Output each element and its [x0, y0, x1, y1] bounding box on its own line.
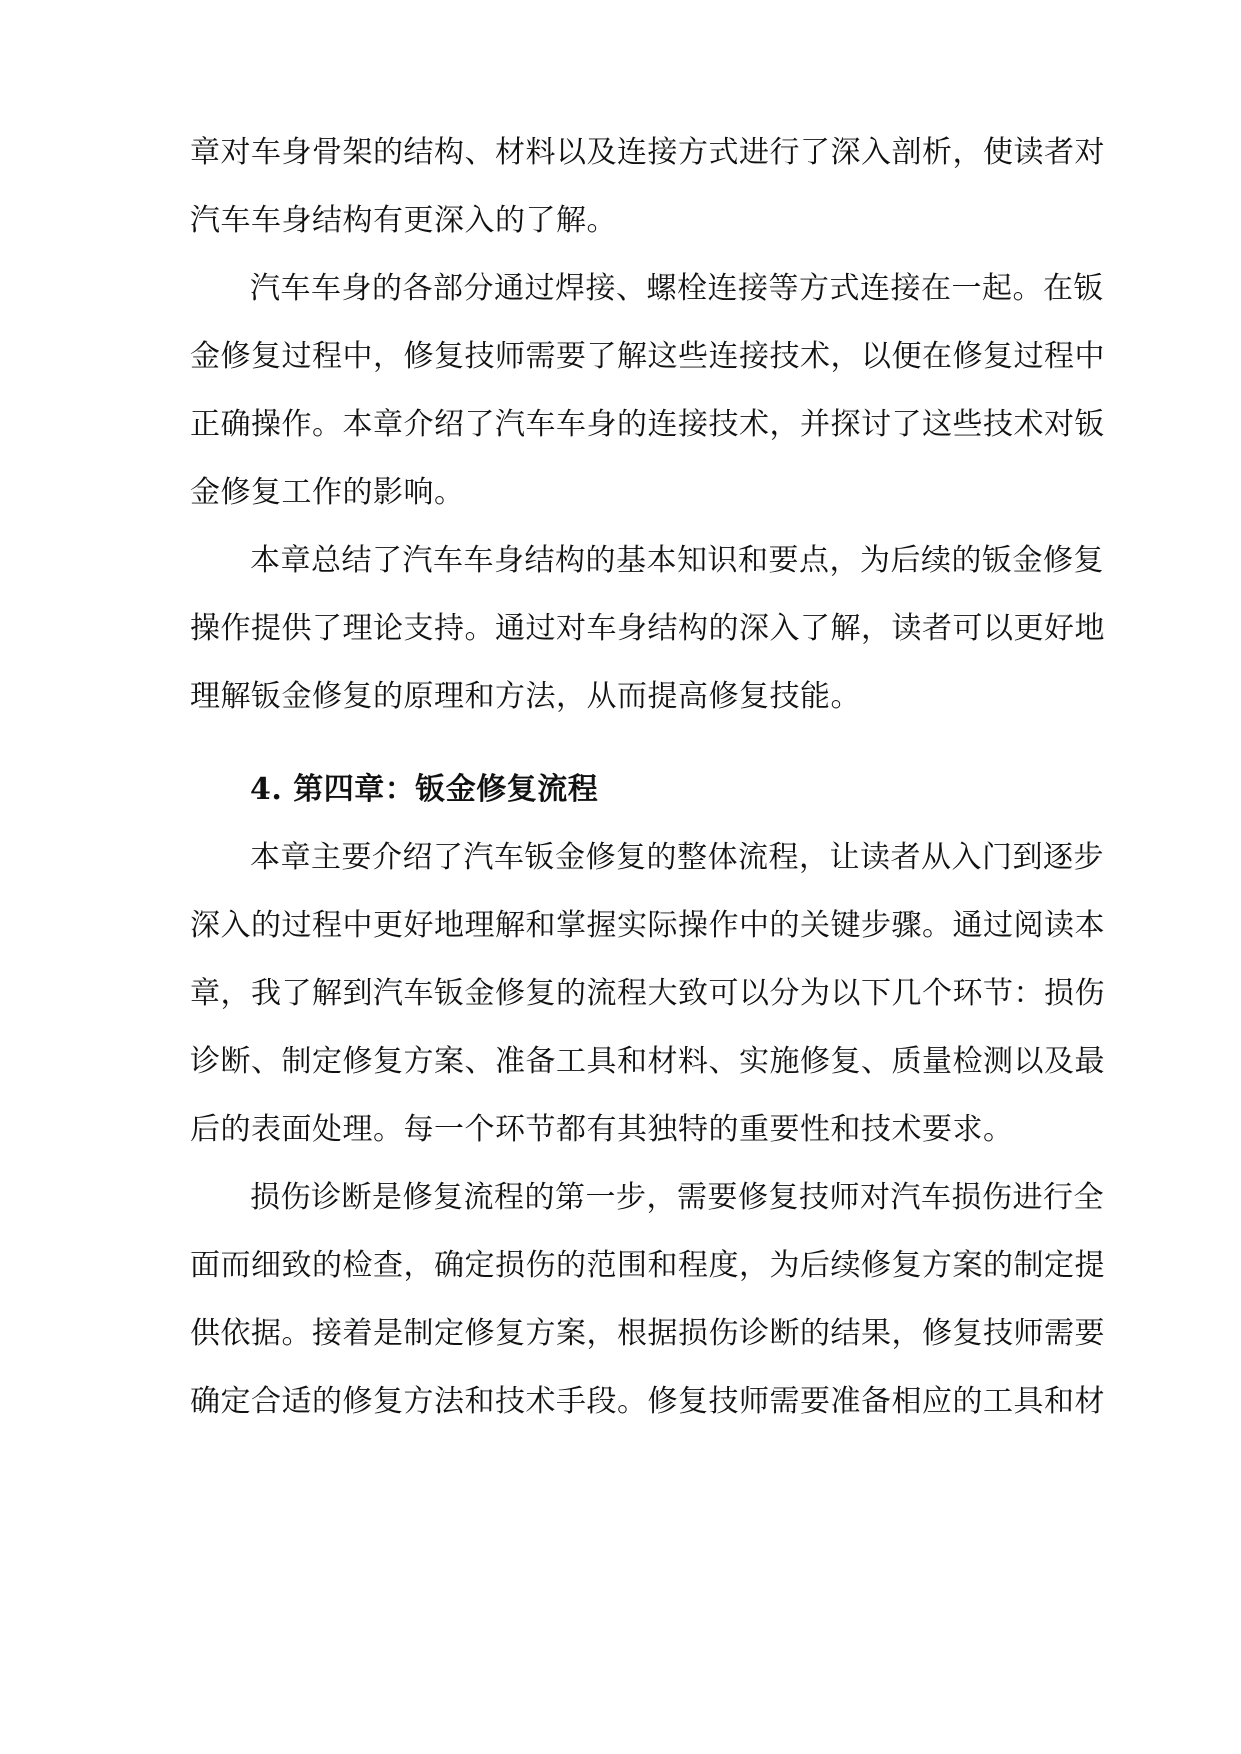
- paragraph-3-line-2: 操作提供了理论支持。通过对车身结构的深入了解，读者可以更好地: [190, 611, 1105, 646]
- paragraph-2-line-1: 汽车车身的各部分通过焊接、螺栓连接等方式连接在一起。在钣: [250, 271, 1104, 306]
- paragraph-3-line-1: 本章总结了汽车车身结构的基本知识和要点，为后续的钣金修复: [250, 543, 1104, 578]
- paragraph-2-line-4: 金修复工作的影响。: [190, 475, 465, 510]
- paragraph-4-line-1: 本章主要介绍了汽车钣金修复的整体流程，让读者从入门到逐步: [250, 840, 1104, 875]
- paragraph-2-line-2: 金修复过程中，修复技师需要了解这些连接技术，以便在修复过程中: [190, 339, 1105, 374]
- paragraph-2-line-3: 正确操作。本章介绍了汽车车身的连接技术，并探讨了这些技术对钣: [190, 407, 1105, 442]
- paragraph-1-line-2: 汽车车身结构有更深入的了解。: [190, 203, 617, 238]
- paragraph-3-line-3: 理解钣金修复的原理和方法，从而提高修复技能。: [190, 679, 861, 714]
- paragraph-5-line-3: 供依据。接着是制定修复方案，根据损伤诊断的结果，修复技师需要: [190, 1316, 1105, 1351]
- paragraph-4-line-3: 章，我了解到汽车钣金修复的流程大致可以分为以下几个环节：损伤: [190, 976, 1105, 1011]
- paragraph-4-line-5: 后的表面处理。每一个环节都有其独特的重要性和技术要求。: [190, 1112, 1014, 1147]
- paragraph-5-line-2: 面而细致的检查，确定损伤的范围和程度，为后续修复方案的制定提: [190, 1248, 1105, 1283]
- section-heading: 4. 第四章：钣金修复流程: [250, 772, 599, 807]
- paragraph-5-line-4: 确定合适的修复方法和技术手段。修复技师需要准备相应的工具和材: [190, 1384, 1105, 1419]
- paragraph-1-line-1: 章对车身骨架的结构、材料以及连接方式进行了深入剖析，使读者对: [190, 135, 1105, 170]
- paragraph-5-line-1: 损伤诊断是修复流程的第一步，需要修复技师对汽车损伤进行全: [250, 1180, 1104, 1215]
- paragraph-4-line-2: 深入的过程中更好地理解和掌握实际操作中的关键步骤。通过阅读本: [190, 908, 1105, 943]
- paragraph-4-line-4: 诊断、制定修复方案、准备工具和材料、实施修复、质量检测以及最: [190, 1044, 1105, 1079]
